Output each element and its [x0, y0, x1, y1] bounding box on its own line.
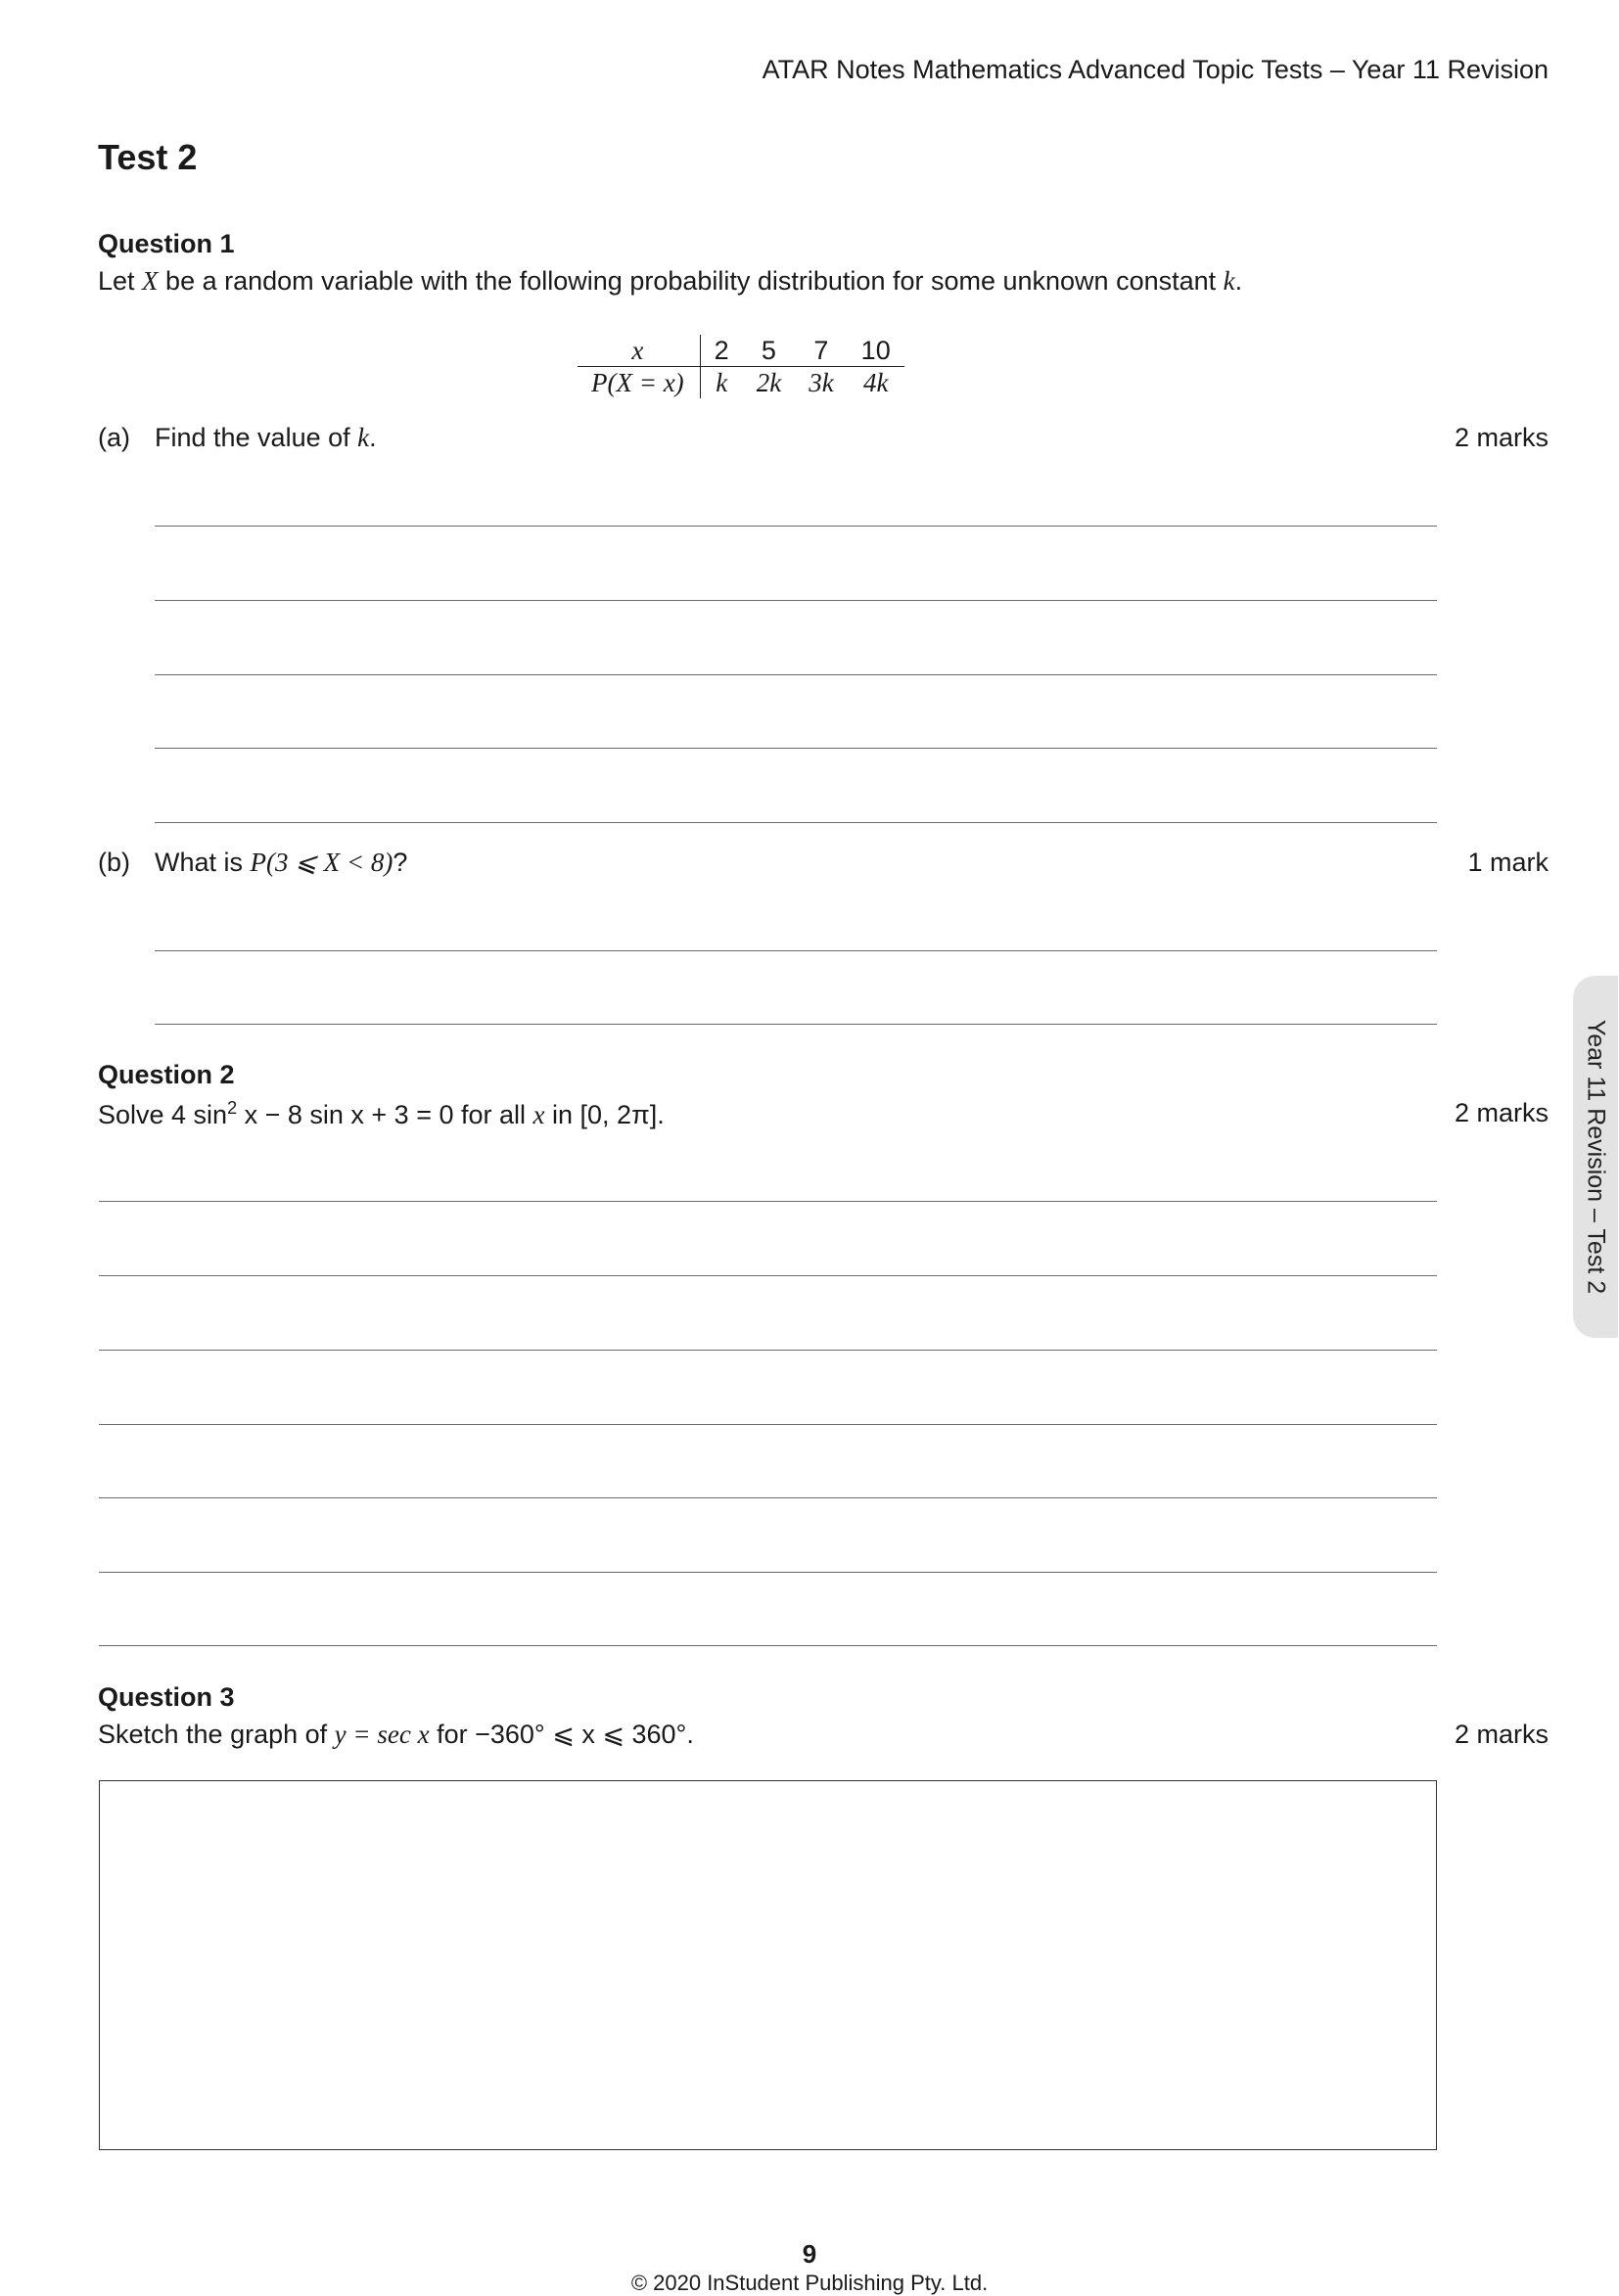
answer-line	[99, 1645, 1437, 1646]
table-cell: 2k	[756, 368, 782, 397]
page-number: 9	[802, 2239, 817, 2269]
probability-table	[578, 335, 904, 398]
answer-line	[99, 1201, 1437, 1202]
question-2-heading: Question 2	[98, 1060, 235, 1089]
side-tab-label: Year 11 Revision – Test 2	[1582, 1019, 1610, 1295]
answer-line	[155, 748, 1437, 749]
question-3-heading: Question 3	[98, 1682, 235, 1712]
question-2-marks: 2 marks	[1454, 1098, 1549, 1127]
answer-line	[155, 526, 1437, 527]
copyright: © 2020 InStudent Publishing Pty. Ltd.	[630, 2271, 989, 2295]
question-3-stem: Sketch the graph of y = sec x for −360° ⩽ x ⩽ 360°.	[98, 1720, 694, 1749]
answer-line	[99, 1275, 1437, 1276]
table-cell: k	[716, 368, 728, 397]
answer-line	[155, 822, 1437, 823]
sketch-answer-box[interactable]	[99, 1780, 1437, 2150]
part-a-marks: 2 marks	[1454, 423, 1549, 452]
question-1-stem: Let X be a random variable with the following probability distribution for some unknown constant k.	[98, 266, 1243, 296]
part-b-marks: 1 mark	[1467, 848, 1549, 877]
side-tab	[1573, 976, 1618, 1338]
question-2-stem: Solve 4 $\sin^2 x - 8$ sin x + 3 = 0 for all x in [0, 2π].	[98, 1098, 665, 1129]
answer-line	[99, 1572, 1437, 1573]
answer-line	[99, 1350, 1437, 1351]
answer-line	[155, 674, 1437, 675]
part-b-text: What is P(3 ⩽ X < 8)?	[155, 848, 408, 877]
part-a-text: Find the value of k.	[155, 423, 377, 452]
table-header-x: x	[578, 335, 700, 367]
table-cell: 10	[848, 335, 904, 367]
question-1-heading: Question 1	[98, 229, 235, 258]
table-cell: 2	[700, 335, 743, 367]
table-cell: 7	[795, 335, 847, 367]
part-b-label: (b)	[98, 848, 130, 877]
answer-line	[99, 1497, 1437, 1498]
table-cell: 5	[743, 335, 795, 367]
answer-line	[155, 950, 1437, 951]
running-header: ATAR Notes Mathematics Advanced Topic Tests – Year 11 Revision	[762, 55, 1549, 84]
question-3-marks: 2 marks	[1454, 1720, 1549, 1749]
part-a-label: (a)	[98, 423, 130, 452]
answer-line	[155, 1024, 1437, 1025]
table-cell: 4k	[862, 368, 889, 397]
table-cell: 3k	[809, 368, 834, 397]
test-title: Test 2	[98, 137, 198, 177]
answer-line	[99, 1424, 1437, 1425]
table-header-probability: P(X = x)	[578, 367, 700, 399]
answer-line	[155, 600, 1437, 601]
